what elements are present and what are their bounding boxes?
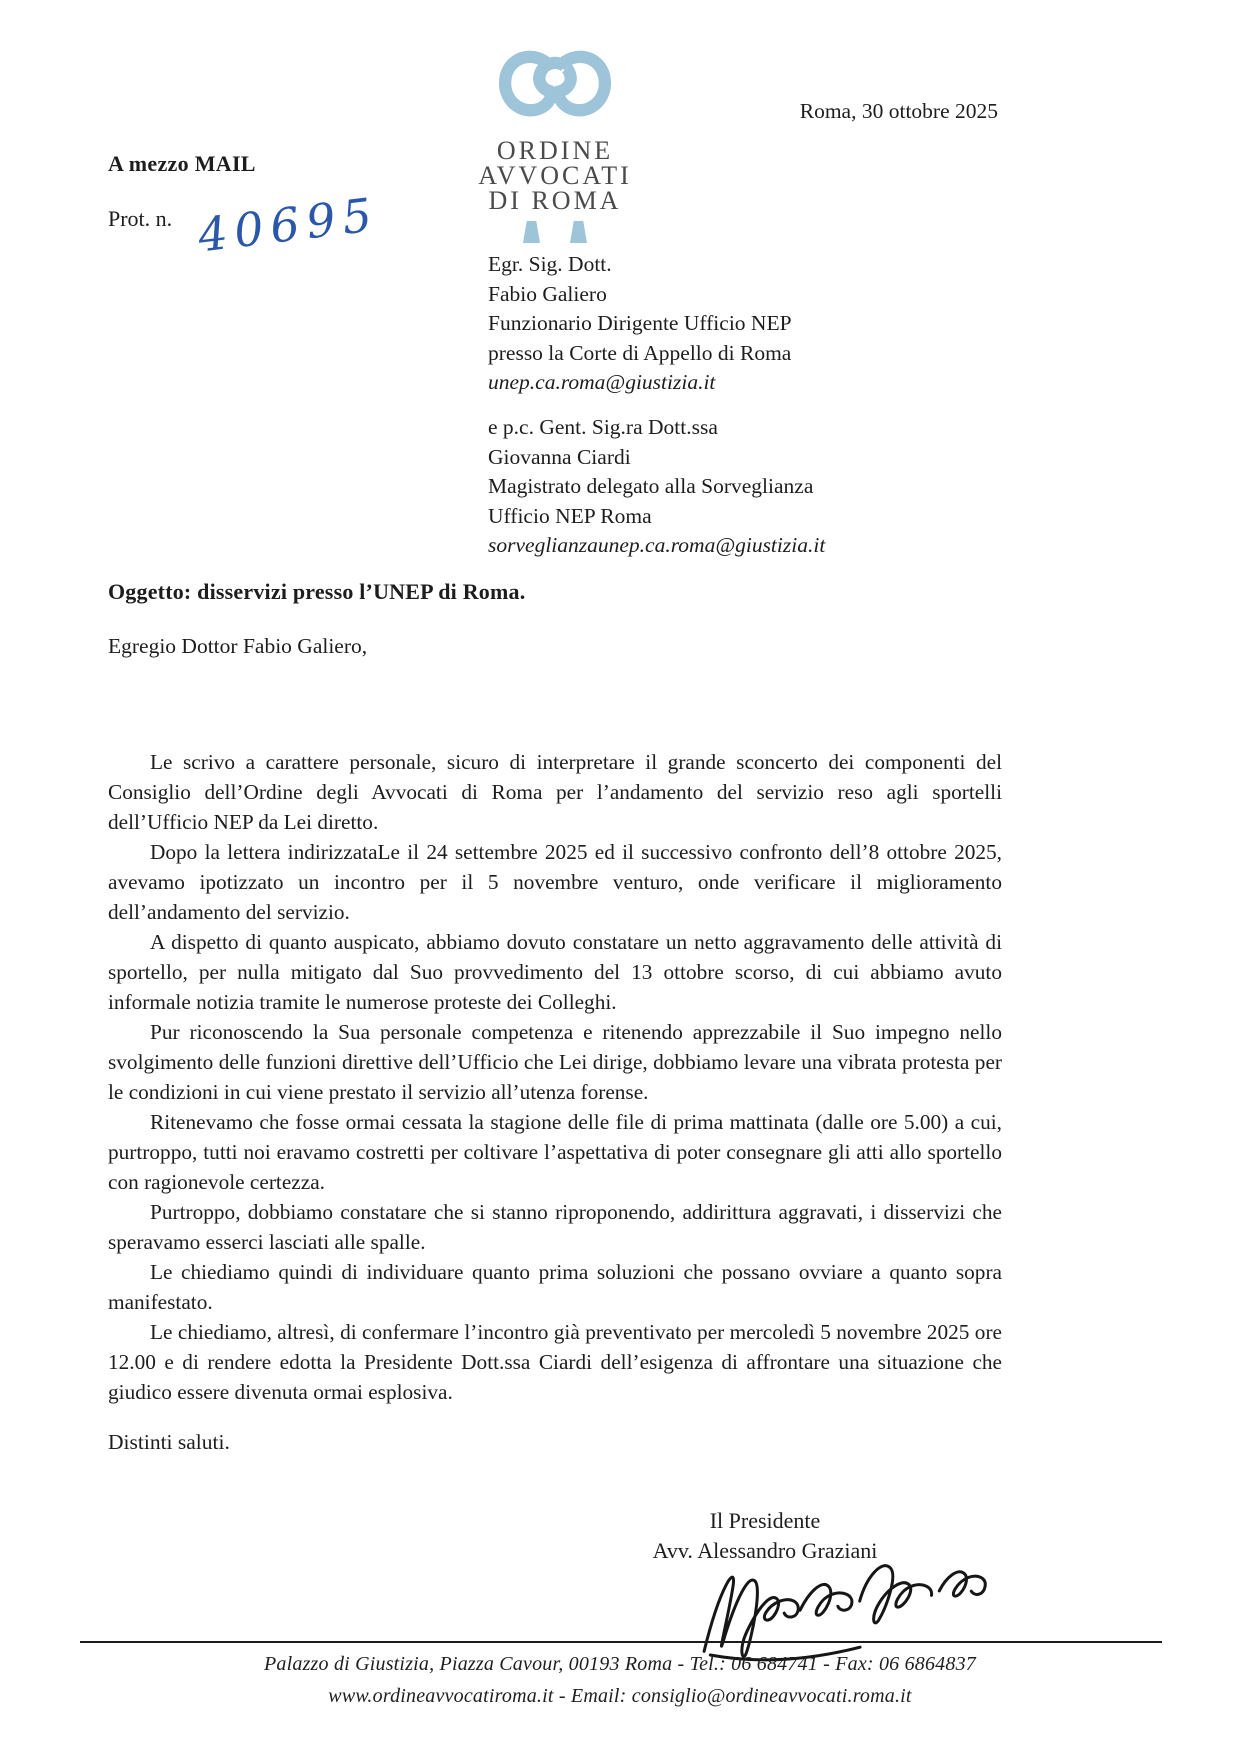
footer-address: Palazzo di Giustizia, Piazza Cavour, 00193 Roma - Tel.: 06 684741 - Fax: 06 6864837 [264, 1653, 976, 1675]
logo-wordmark-line: ORDINE [496, 136, 614, 165]
protocol-number-handwritten [188, 192, 368, 270]
subject-line: Oggetto: disservizi presso l’UNEP di Roma. [108, 579, 526, 604]
body-paragraph: Le chiediamo, altresì, di confermare l’incontro già preventivato per mercoledì 5 novembre 2025 ore 12.00 e di rendere edotta la Presidente Dott.ssa Ciardi dell’esigenza di affrontare una situazione che giudico essere divenuta ormai esplosiva. [108, 1320, 1002, 1404]
logo-tassels [450, 221, 660, 245]
body-paragraph: Pur riconoscendo la Sua personale competenza e ritenendo apprezzabile il Suo impegno nello svolgimento delle funzioni direttive dell’Ufficio che Lei dirige, dobbiamo levare una vibrata protesta per le condizioni in cui viene prestato il servizio all’utenza forense. [108, 1020, 1002, 1104]
logo-tassel-icon [523, 221, 540, 243]
closing: Distinti saluti. [108, 1430, 230, 1454]
cc-line: e p.c. Gent. Sig.ra Dott.ssa [488, 415, 718, 439]
cc-line: Giovanna Ciardi [488, 444, 631, 469]
delivery-method: A mezzo MAIL [108, 151, 256, 176]
footer-divider [80, 1641, 1162, 1643]
org-logo [450, 46, 660, 245]
protocol-number-text: 40695 [194, 192, 368, 263]
body-paragraph: Ritenevamo che fosse ormai cessata la stagione delle file di prima mattinata (dalle ore 5.00) a cui, purtroppo, tutti noi eravamo costretti per coltivare l’aspettativa di poter consegnare gli atti allo sportello con ragionevole certezza. [108, 1110, 1002, 1194]
body-paragraph: Purtroppo, dobbiamo constatare che si stanno riproponendo, addirittura aggravati, i disservizi che speravamo esserci lasciati alle spalle. [108, 1200, 1002, 1254]
body-paragraph: A dispetto di quanto auspicato, abbiamo dovuto constatare un netto aggravamento delle attività di sportello, per nulla mitigato dal Suo provvedimento del 13 ottobre scorso, di cui abbiamo avuto informale notizia tramite le numerose proteste dei Colleghi. [108, 930, 1002, 1014]
body-paragraph: Le scrivo a carattere personale, sicuro di interpretare il grande sconcerto dei componenti del Consiglio dell’Ordine degli Avvocati di Roma per l’andamento del servizio reso agli sportelli dell’Ufficio NEP da Lei diretto. [108, 750, 1002, 834]
logo-wordmark-line: DI ROMA [488, 186, 622, 215]
recipient-line: presso la Corte di Appello di Roma [488, 340, 792, 365]
protocol-row [108, 192, 368, 270]
letter-date: Roma, 30 ottobre 2025 [799, 99, 998, 123]
signature-name: Avv. Alessandro Graziani [652, 1538, 878, 1563]
signature-role: Il Presidente [709, 1508, 821, 1533]
cc-block [488, 413, 825, 561]
recipient-line: Egr. Sig. Dott. [488, 252, 612, 276]
cc-email: sorveglianzaunep.ca.roma@giustizia.it [488, 533, 826, 557]
body-paragraph: Dopo la lettera indirizzataLe il 24 settembre 2025 ed il successivo confronto dell’8 ottobre 2025, avevamo ipotizzato un incontro per il 5 novembre venturo, onde verificare il miglioramento dell’andamento del servizio. [108, 840, 1002, 924]
cc-line: Magistrato delegato alla Sorveglianza [488, 474, 814, 498]
logo-knot-icon [496, 46, 614, 134]
recipient-email: unep.ca.roma@giustizia.it [488, 370, 716, 394]
protocol-label: Prot. n. [108, 206, 173, 231]
salutation: Egregio Dottor Fabio Galiero, [108, 634, 368, 658]
cc-line: Ufficio NEP Roma [488, 503, 652, 528]
recipient-block [488, 250, 792, 398]
recipient-line: Fabio Galiero [488, 281, 607, 306]
body-paragraph: Le chiediamo quindi di individuare quanto prima soluzioni che possano ovviare a quanto sopra manifestato. [108, 1260, 1002, 1314]
logo-wordmark-line: AVVOCATI [478, 161, 632, 190]
logo-tassel-icon [570, 221, 587, 243]
recipient-line: Funzionario Dirigente Ufficio NEP [488, 311, 792, 335]
footer-web-email: www.ordineavvocatiroma.it - Email: consiglio@ordineavvocati.roma.it [328, 1685, 912, 1707]
letter-body [108, 747, 1002, 1407]
